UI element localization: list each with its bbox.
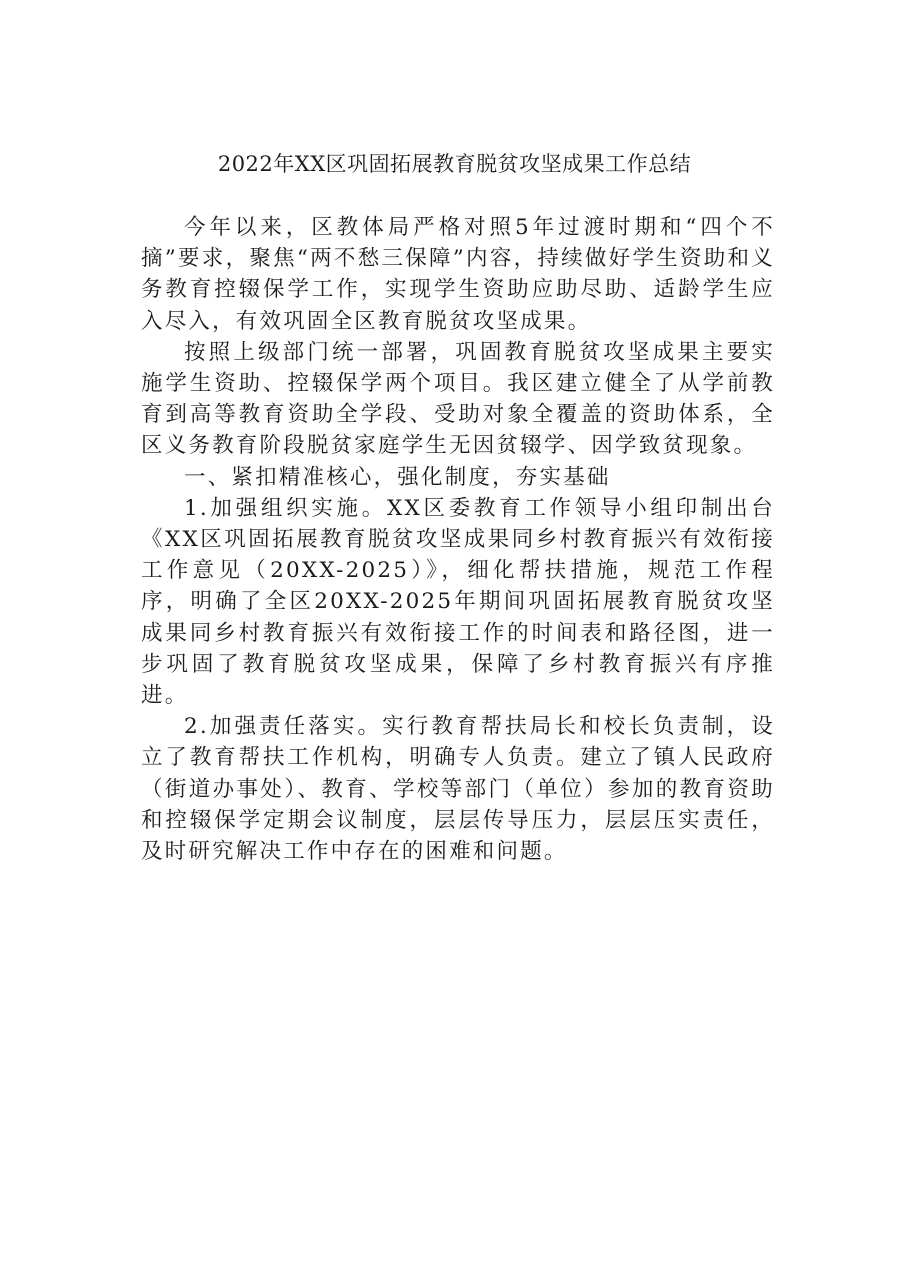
section-heading-1: 一、紧扣精准核心，强化制度，夯实基础	[184, 464, 611, 490]
document-body	[141, 212, 775, 867]
document-title: 2022年XX区巩固拓展教育脱贫攻坚成果工作总结	[217, 152, 692, 176]
paragraph-overview: 按照上级部门统一部署，巩固教育脱贫攻坚成果主要实施学生资助、控辍保学两个项目。我区建立健全了从学前教育到高等教育资助全学段、受助对象全覆盖的资助体系，全区义务教育阶段脱贫家庭学生无因贫辍学、因学致贫现象。	[141, 339, 775, 459]
paragraph-intro: 今年以来，区教体局严格对照5年过渡时期和“四个不摘”要求，聚焦“两不愁三保障”内容，持续做好学生资助和义务教育控辍保学工作，实现学生资助应助尽助、适龄学生应入尽入，有效巩固全区教育脱贫攻坚成果。	[141, 215, 775, 334]
paragraph-item-2: 2.加强责任落实。实行教育帮扶局长和校长负责制，设立了教育帮扶工作机构，明确专人负责。建立了镇人民政府（街道办事处）、教育、学校等部门（单位）参加的教育资助和控辍保学定期会议制度，层层传导压力，层层压实责任，及时研究解决工作中存在的困难和问题。	[141, 714, 775, 865]
paragraph-item-1: 1.加强组织实施。XX区委教育工作领导小组印制出台《XX区巩固拓展教育脱贫攻坚成果同乡村教育振兴有效衔接工作意见（20XX-2025）》，细化帮扶措施，规范工作程序，明确了全区20XX-2025年期间巩固拓展教育脱贫攻坚成果同乡村教育振兴有效衔接工作的时间表和路径图，进一步巩固了教育脱贫攻坚成果，保障了乡村教育振兴有序推进。	[141, 495, 775, 709]
